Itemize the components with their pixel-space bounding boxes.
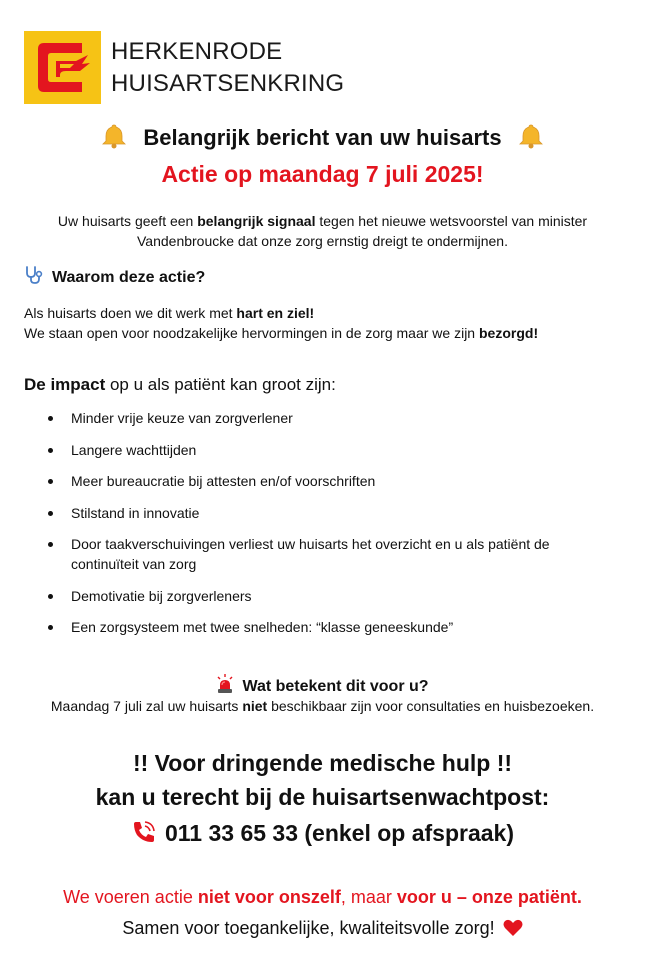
urgent-block <box>0 746 645 854</box>
what-heading-text: Wat betekent dit voor u? <box>242 678 429 695</box>
closing-slogan-text: Samen voor toegankelijke, kwaliteitsvolle zorg! <box>122 918 495 938</box>
bullet <box>48 542 53 547</box>
list-item-text: Stilstand in innovatie <box>71 504 200 521</box>
why-paragraph <box>24 303 538 343</box>
impact-heading-text: op u als patiënt kan groot zijn: <box>105 375 336 394</box>
logo-mark-icon <box>24 31 101 104</box>
why-bold: hart en ziel! <box>236 305 315 321</box>
why-heading <box>24 265 205 292</box>
why-heading-text: Waarom deze actie? <box>52 269 206 286</box>
intro-bold: belangrijk signaal <box>197 213 316 229</box>
bullet <box>48 511 53 516</box>
why-bold: bezorgd! <box>479 325 539 341</box>
closing-statement <box>0 884 645 910</box>
bullet <box>48 594 53 599</box>
heart-icon <box>503 918 523 944</box>
list-item-text: Minder vrije keuze van zorgverlener <box>71 410 293 426</box>
closing-bold: niet voor onszelf <box>197 887 341 907</box>
headline-title: Belangrijk bericht van uw huisarts <box>143 125 502 150</box>
list-item-text: Door taakverschuivingen verliest uw huisarts het overzicht en u als patiënt de continuïteit van zorg <box>71 536 550 572</box>
telephone-icon <box>131 819 157 854</box>
urgent-line2: kan u terecht bij de huisartsenwachtpost: <box>95 784 550 810</box>
intro-text: Uw huisarts geeft een <box>57 213 198 229</box>
closing-bold: voor u – onze patiënt. <box>396 887 582 907</box>
bullet <box>48 479 53 484</box>
headline <box>0 123 645 157</box>
phone-line <box>0 816 645 854</box>
list-item-text: Meer bureaucratie bij attesten en/of voorschriften <box>71 473 376 489</box>
phone-number: 011 33 65 33 (enkel op afspraak) <box>164 820 515 846</box>
list-item <box>24 534 604 574</box>
why-text: We staan open voor noodzakelijke hervormingen in de zorg maar we zijn <box>24 325 479 341</box>
impact-heading <box>24 374 336 396</box>
bell-icon <box>518 123 544 157</box>
list-item <box>24 408 604 428</box>
intro-paragraph <box>40 211 605 251</box>
why-text: Als huisarts doen we dit werk met <box>24 305 237 321</box>
org-name-line2: HUISARTSENKRING <box>111 70 345 97</box>
list-item-text: Langere wachttijden <box>71 441 197 458</box>
bell-icon <box>101 123 127 157</box>
bullet <box>48 416 53 421</box>
impact-heading-bold: De impact <box>24 375 106 394</box>
list-item <box>24 617 604 637</box>
intro-text: tegen het nieuwe wetsvoorstel van minister Vandenbroucke dat onze zorg ernstig dreigt te ondermijnen. <box>137 213 588 249</box>
impact-list <box>24 408 604 649</box>
list-item <box>24 503 604 523</box>
list-item <box>24 440 604 460</box>
action-date: Actie op maandag 7 juli 2025! <box>161 161 484 187</box>
closing-slogan <box>0 915 645 944</box>
closing-text: , maar <box>340 887 397 907</box>
stethoscope-icon <box>24 265 44 292</box>
list-item-text: Een zorgsysteem met twee snelheden: “klasse geneeskunde” <box>71 619 454 635</box>
list-item <box>24 471 604 491</box>
bullet <box>48 625 53 630</box>
logo <box>24 31 101 104</box>
organization-name <box>111 36 344 100</box>
bullet <box>48 448 53 453</box>
urgent-line1: !! Voor dringende medische hulp !! <box>132 750 513 776</box>
what-bold: niet <box>242 698 268 714</box>
closing-text: We voeren actie <box>63 887 198 907</box>
org-name-line1: HERKENRODE <box>111 38 283 65</box>
what-text: beschikbaar zijn voor consultaties en huisbezoeken. <box>267 698 595 714</box>
list-item-text: Demotivatie bij zorgverleners <box>71 587 252 604</box>
what-paragraph <box>0 696 645 716</box>
what-text: Maandag 7 juli zal uw huisarts <box>50 698 243 714</box>
list-item <box>24 586 604 606</box>
